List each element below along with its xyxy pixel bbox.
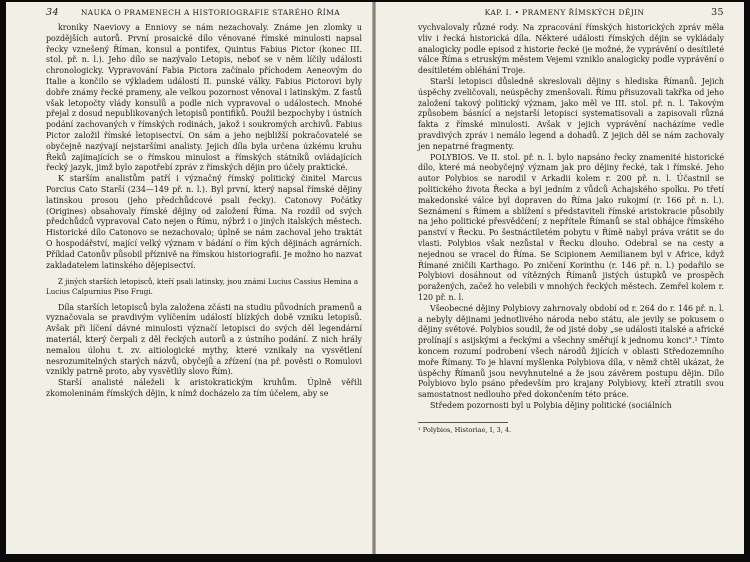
- running-head-left: NAUKA O PRAMENECH A HISTORIOGRAFIE STARÉHO ŘÍMA: [80, 8, 341, 17]
- left-body-text-continued: [46, 303, 362, 400]
- footnote-rule: [418, 422, 508, 423]
- running-head-right: KAP. I. • PRAMENY ŘÍMSKÝCH DĚJIN: [484, 8, 645, 17]
- paragraph: K starším analistům patří i význačný římský politický činitel Marcus Porcius Cato Starší (234—149 př. n. l.). Byl první, který napsal římské dějiny latinskou prosou (jeho předchůdcové psali řecky). Catonovy Počátky (Origines) obsahovaly římské dějiny od založení Říma. Na rozdíl od svých předchůdců vypravoval Cato nejen o Římu, nýbrž i o jiných italských městech. Historické dílo Catonovo se nezachovalo; úplně se nám zachoval jeho traktát O hospodářství, mající velký význam v bádání o řím kých dějinách agrárních. Příklad Catonův působil příznivě na římskou historiografii. Je možno ho nazvat zakladatelem latinského dějepisectví.: [46, 174, 362, 270]
- footnote: [418, 426, 724, 435]
- paragraph: POLYBIOS. Ve II. stol. př. n. l. bylo napsáno řecky znamenité historické dílo, které má neobyčejný význam jak pro dějiny řecké, tak i římské. Jeho autor Polybios se narodil v Arkadii kolem r. 200 př. n. l. Účastnil se politického života Řecka a byl jedním z vůdců Achajského spolku. Po třetí makedonské válce byl dopraven do Říma jako rukojmí (r. 166 př. n. l.). Seznámení s Římem a sblížení s představiteli římské aristokracie působily na jeho politické přesvědčení; z nepřítele Římanů se stal obhájce římského panství v Řecku. Po šestnáctiletém pobytu v Římě nabyl práva vrátit se do vlasti. Polybios však nezůstal v Řecku dlouho. Odebral se na cesty a nejednou se vracel do Říma. Se Scipionem Aemilianem byl v Africe, když Římané zničili Karthago. Po zničení Korinthu (r. 146 př. n. l.) podařilo se Polybiovi dosáhnout od vítězných Římanů jistých ústupků ve prospěch poražených, začež ho velebili v mnohých řeckých městech. Zemřel kolem r. 120 př. n. l.: [418, 152, 724, 302]
- small-print-text: Z jiných starších letopisců, kteří psali latinsky, jsou známi Lucius Cassius Hemina a Lucius Calpurnius Piso Frugi.: [46, 277, 359, 296]
- page-number-left: 34: [46, 7, 59, 18]
- paragraph: Starší letopisci důsledně skreslovali dějiny s hlediska Římanů. Jejich úspěchy zveličovali, neúspěchy zmenšovali. Římu přisuzovali takřka od jeho založení takový politický význam, jako měl ve III. stol. př. n. l. Takovým způsobem básnící a nejstarší letopisci systematisovali a zapisovali různá fakta z římské minulosti. Avšak v jejich vyprávění nacházíme vedle pravdivých zpráv i nemálo legend a dohadů. Z jejich děl se nám zachovaly jen nepatrné fragmenty.: [418, 76, 724, 151]
- left-page: [6, 2, 372, 554]
- paragraph: Starší analisté náleželi k aristokratickým kruhům. Úplně věřili zkomoleninám římských dějin, k nímž docházelo za tím účelem, aby se: [46, 378, 362, 398]
- left-body-text: [46, 23, 362, 271]
- page-number-right: 35: [711, 7, 724, 18]
- footnote-text: ¹ Polybios, Historiae, I, 3, 4.: [418, 425, 512, 434]
- paragraph: vychvalovaly různé rody. Na zpracování římských historických zpráv měla vliv i řecká historická díla. Některé události římských dějin se vykládaly analogicky podle episod z historie řecké (je možné, že vyprávění o desítileté válce Říma s etruským městem Vejemi vzniklo analogicky podle vyprávění o desítiletém obléhání Troje.: [418, 23, 724, 76]
- left-running-head-row: [46, 7, 362, 18]
- right-running-head-row: [418, 7, 724, 18]
- right-page: [376, 2, 744, 554]
- paragraph: kroniky Naeviovy a Enniovy se nám nezachovaly. Známe jen zlomky u pozdějších autorů. První prosaické dílo věnované římské minulosti napsal řecky vznešený Říman, konsul a pontifex, Quintus Fabius Pictor (konec III. stol. př. n. l.). Jeho dílo se nazývalo Letopis, neboť se v něm líčily události chronologicky. Vypravování Fabia Pictora začínalo příchodem Aeneovým do Italie a končilo se výkladem událostí II. punské války. Fabius Pictorovi byly dobře známy řecké prameny, ale velkou pozornost věnoval i latinským. Z fastů však letopočty vlády konsulů a podle nich vypravoval o událostech. Mnohé přejal z dosud nepublikovaných letopisů pontifiků. Použil bezpochyby i ústních podání zachovaných v římských rodinách, jakož i soukromých archivů. Fabius Pictor založil římské letopisectví. On sám a jeho nejbližší pokračovatelé se obyčejně nazývají nejstaršími analisty. Jejich díla byla určena úzkému kruhu Řeků zajímajících se o římskou minulost a římských státníků ovládajících řecký jazyk, jimž bylo zapotřebí zpráv z římských dějin pro účely praktické.: [46, 23, 362, 173]
- small-print-note: [46, 277, 362, 296]
- paragraph: Díla starších letopisců byla založena zčásti na studiu původních pramenů a vyznačovala se pravdivým vylíčením událostí blízkých době vzniku letopisů. Avšak při líčení dávné minulosti význačí letopisci do svých děl legendární materiál, který čerpali z děl řeckých autorů a z ústního podání. Z nich hrály nemalou úlohu t. zv. aitiologické mythy, které vznikaly na vysvětlení nesrozumitelných starých názvů, obyčejů a zřízení (na př. pověsti o Romulovi vznikly patrně proto, aby vysvětlily slovo Řím).: [46, 302, 362, 377]
- right-body-text: [418, 23, 724, 412]
- paragraph: Středem pozornosti byl u Polybia dějiny politické (sociálních: [430, 400, 672, 410]
- paragraph: Všeobecné dějiny Polybiovy zahrnovaly období od r. 264 do r. 146 př. n. l. a nebyly dějinami jednotlivého národa nebo státu, ale jevily se pokusem o dějiny světové. Polybios soudil, že od jisté doby „se události italské a africké prolínají s asijskými a řeckými a všechny směřují k jednomu konci".¹ Tímto koncem rozumí podrobení všech národů žijících v oblasti Středozemního moře Římany. To je hlavní myšlenka Polybiova díla, v němž chtěl ukázat, že úspěchy Římanů jsou nevyhnutelné a že jsou závěrem postupu dějin. Dílo Polybiovo bylo psáno především pro krajany Polybiovy, kteří ztratili svou samostatnost nedlouho před dokončením této práce.: [418, 303, 724, 400]
